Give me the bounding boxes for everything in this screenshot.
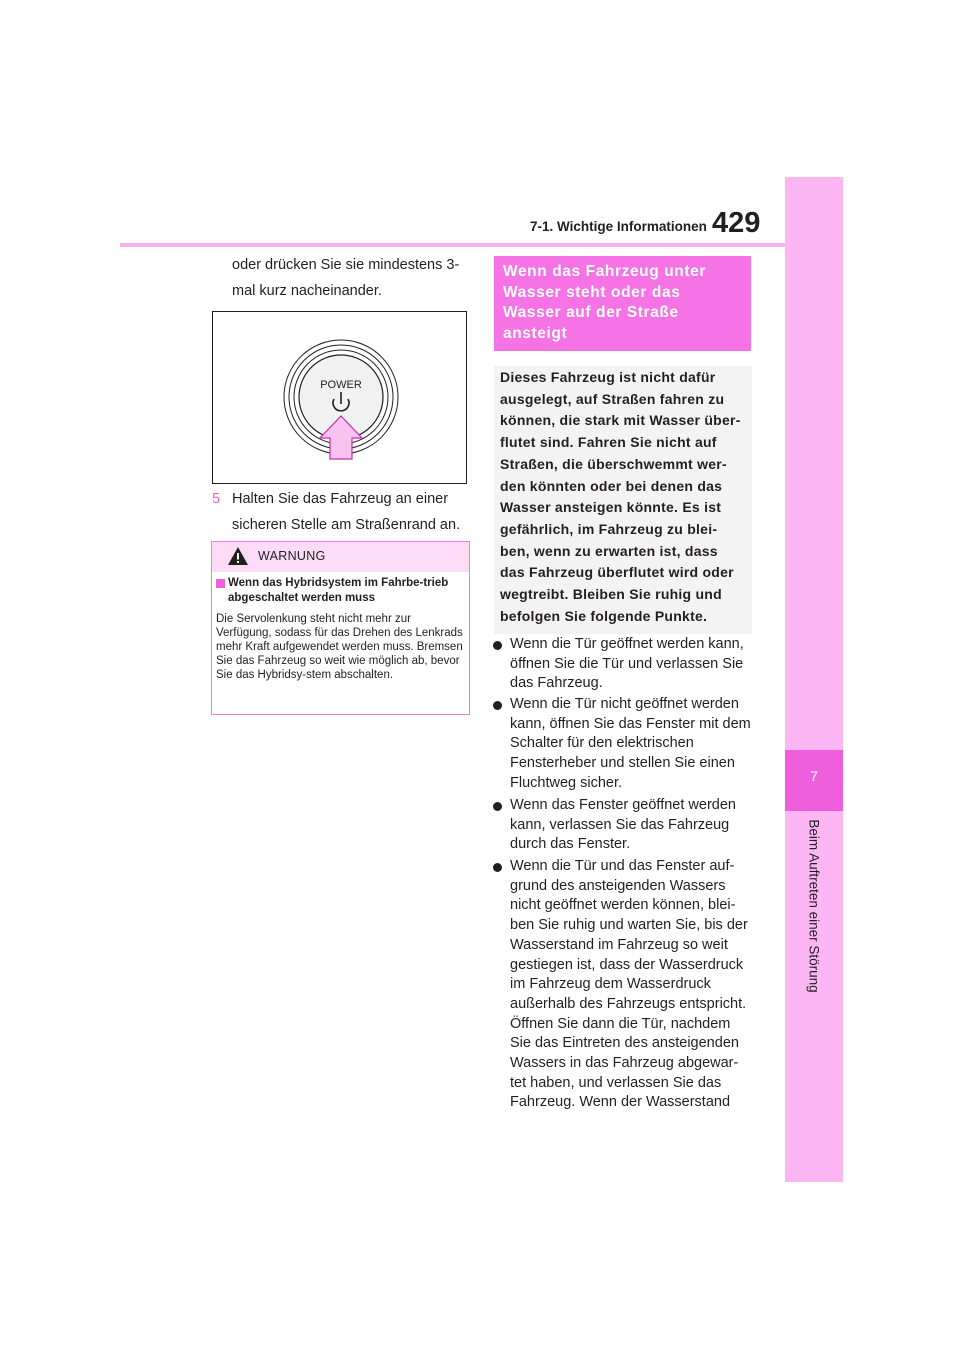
warning-triangle-icon [227, 546, 249, 571]
warning-header [212, 542, 469, 572]
chapter-number: 7 [810, 768, 818, 784]
intro-text: Dieses Fahrzeug ist nicht dafür ausgelegt, auf Straßen fahren zu können, die stark mit Wasser über-flutet sind. Fahren Sie nicht auf Straßen, die überschwemmt wer-den könnten oder bei denen das Wasser ansteigen könnte. Es ist gefährlich, im Fahrzeug zu blei-ben, wenn zu erwarten ist, dass das Fahrzeug überflutet wird oder wegtreibt. Bleiben Sie ruhig und befolgen Sie folgende Punkte. [500, 369, 741, 624]
chapter-side-tab [785, 177, 843, 1182]
chapter-title: Beim Auftreten einer Störung [806, 819, 822, 993]
warning-subtitle-text: Wenn das Hybridsystem im Fahrbe-trieb abgeschaltet werden muss [228, 577, 449, 604]
page-number: 429 [712, 207, 761, 239]
step-5-number: 5 [212, 491, 221, 507]
bullet-dot-icon [493, 701, 502, 710]
step-4-continuation: oder drücken Sie sie mindestens 3-mal kurz nacheinander. [232, 257, 460, 299]
power-switch-figure [212, 311, 467, 484]
square-bullet-icon [216, 579, 225, 588]
running-header-section: 7-1. Wichtige Informationen [530, 219, 707, 234]
bullet-dot-icon [493, 802, 502, 811]
bullet-dot-icon [493, 641, 502, 650]
section-title: Wenn das Fahrzeug unter Wasser steht oder das Wasser auf der Straße ansteigt [503, 263, 706, 342]
bullet-dot-icon [493, 863, 502, 872]
power-switch-illustration [213, 312, 466, 483]
warning-body: Die Servolenkung steht nicht mehr zur Verfügung, sodass für das Drehen des Lenkrads mehr Kraft aufgewendet werden muss. Bremsen Sie das Fahrzeug so weit wie möglich ab, bevor Sie das Hybridsy-stem abschalten. [216, 613, 463, 681]
power-button-label: POWER [320, 379, 362, 391]
list-item-text: Wenn das Fenster geöffnet werden kann, verlassen Sie das Fahrzeug durch das Fenster. [510, 797, 736, 853]
list-item-text: Wenn die Tür nicht geöffnet werden kann, öffnen Sie das Fenster mit dem Schalter für den elektrischen Fensterheber und stellen Sie einen Fluchtweg sicher. [510, 696, 751, 791]
warning-title: WARNUNG [258, 549, 326, 563]
list-item-text: Wenn die Tür geöffnet werden kann, öffnen Sie die Tür und verlassen Sie das Fahrzeug. [510, 636, 744, 692]
list-item-text: Wenn die Tür und das Fenster auf-grund des ansteigenden Wassers nicht geöffnet werden können, blei-ben Sie ruhig und warten Sie, bis der Wasserstand im Fahrzeug so weit gestiegen ist, dass der Wasserdruck im Fahrzeug dem Wasserdruck außerhalb des Fahrzeugs entspricht. Öffnen Sie dann die Tür, nachdem Sie das Eintreten des ansteigenden Wassers in das Fahrzeug abgewar-tet haben, und verlassen Sie das Fahrzeug. Wenn der Wasserstand [510, 858, 748, 1111]
header-rule [120, 243, 786, 247]
step-5-text: Halten Sie das Fahrzeug an einer sicheren Stelle am Straßenrand an. [232, 491, 461, 533]
